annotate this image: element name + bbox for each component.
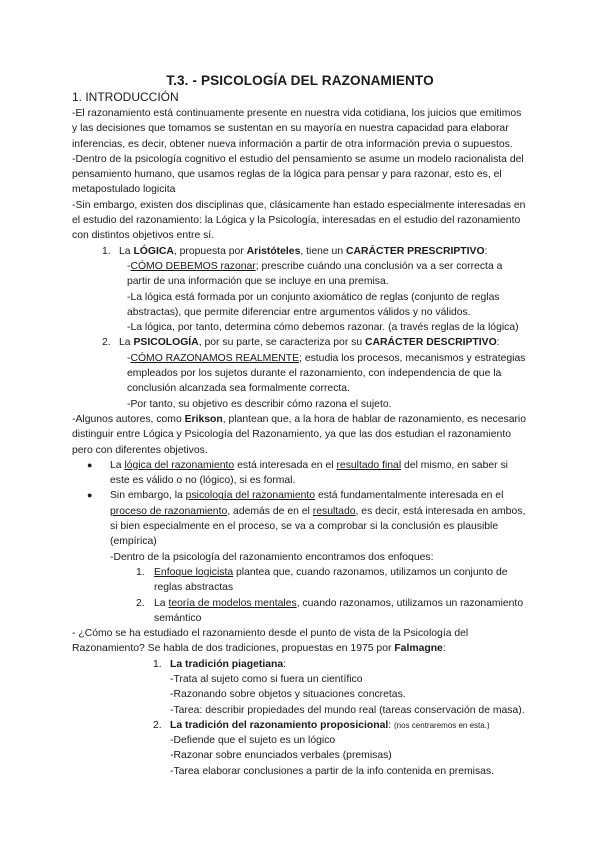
section-heading: 1. INTRODUCCIÓN [72,90,179,104]
list-item-detail: -Por tanto, su objetivo es describir cómo razona el sujeto. [127,398,392,410]
tradicion-detail: -Razonar sobre enunciados verbales (premisas) [170,750,392,762]
intro-paragraph-3: -Sin embargo, existen dos disciplinas que, clásicamente han estado especialmente interesadas en el estudio del razonamiento: la Lógica y la Psicología, interesadas en el estudio del razonamiento con distintos objetivos entre sí. [72,199,526,242]
list-number: 1. [136,566,145,578]
list-item-psicologia [72,335,528,411]
tradicion-item-piagetiana [72,657,528,718]
list-item-heading: La PSICOLOGÍA, por su parte, se caracteriza por su CARÁCTER DESCRIPTIVO: [119,337,500,349]
list-number: 2. [136,597,145,609]
tradicion-heading: La tradición piagetiana: [170,658,287,670]
bullet-icon: ● [87,490,93,501]
enfoque-item-modelos-mentales: 2. La teoría de modelos mentales, cuando razonamos, utilizamos un razonamiento semántico [136,597,524,624]
list-number: 2. [153,719,162,731]
tradicion-detail: -Razonando sobre objetos y situaciones concretas. [170,689,406,701]
tradicion-detail: -Tarea: describir propiedades del mundo real (tareas conservación de masa). [170,704,525,716]
intro-paragraph-2: -Dentro de la psicología cognitivo el estudio del pensamiento se asume un modelo racionalista del pensamiento humano, que usamos reglas de la lógica para pensar y para razonar, esto es, el metapostulado logicita [72,153,524,196]
list-number: 1. [102,245,111,257]
bullet-item-logica: ● La lógica del razonamiento está interesada en el resultado final del mismo, en saber si este es válido o no (lógico), si es formal. [87,459,508,487]
list-item-logica [72,244,528,336]
list-number: 1. [153,658,162,670]
list-item-detail: -La lógica está formada por un conjunto axiomático de reglas (conjunto de reglas abstractas), que permite diferenciar entre argumentos válidos y no válidos. [127,291,500,318]
enfoques-intro: -Dentro de la psicología del razonamiento encontramos dos enfoques: [110,551,434,563]
enfoques-list [72,565,528,626]
page-title: T.3. - PSICOLOGÍA DEL RAZONAMIENTO [166,73,434,88]
list-item-detail: -CÓMO DEBEMOS razonar; prescribe cuándo una conclusión va a ser correcta a partir de una información que se incluye en una premisa. [127,260,503,288]
list-item-detail: -CÓMO RAZONAMOS REALMENTE; estudia los procesos, mecanismos y estrategias empleados por los sujetos durante el razonamiento, con independencia de que la conclusión alcanzada sea formalmente correcta. [127,352,526,395]
tradicion-heading: La tradición del razonamiento proposicional: (nos centraremos en esta.) [170,719,490,731]
tradicion-note: (nos centraremos en esta.) [394,720,490,730]
enfoque-item-logicista: 1. Enfoque logicista plantea que, cuando razonamos, utilizamos un conjunto de reglas abstractas [136,566,508,594]
bullet-icon: ● [87,459,93,470]
list-item-detail: -La lógica, por tanto, determina cómo debemos razonar. (a través reglas de la lógica) [127,322,519,334]
tradicion-detail: -Tarea elaborar conclusiones a partir de la info contenida en premisas. [170,765,495,777]
tradicion-detail: -Trata al sujeto como si fuera un científico [170,673,363,685]
tradicion-item-proposicional [72,718,528,779]
intro-paragraph-1: -El razonamiento está continuamente presente en nuestra vida cotidiana, los juicios que emitimos y las decisiones que tomamos se sustentan en su mayoría en nuestra capacidad para elaborar inferencias, es decir, obtener nueva información a partir de otra información previa o supuestos. [72,108,522,150]
list-item-heading: La LÓGICA, propuesta por Aristóteles, tiene un CARÁCTER PRESCRIPTIVO: [119,245,488,257]
erikson-paragraph: -Algunos autores, como Erikson, plantean que, a la hora de hablar de razonamiento, es necesario distinguir entre Lógica y Psicología del Razonamiento, ya que las dos estudian el razonamiento pero con diferentes objetivos. [72,413,527,456]
tradicion-detail: -Defiende que el sujeto es un lógico [170,735,336,747]
tradiciones-list [72,657,528,779]
logic-psychology-list [72,244,528,412]
bullet-list [72,458,528,550]
bullet-item-psicologia: ● Sin embargo, la psicología del razonamiento está fundamentalmente interesada en el proceso de razonamiento, además de en el resultado, es decir, está interesada en ambos, si bien especialmente en el proceso, se va a comprobar si la conclusión es plausible (empírica) [87,490,526,548]
falmagne-paragraph: - ¿Cómo se ha estudiado el razonamiento desde el punto de vista de la Psicología del Razonamiento? Se habla de dos tradiciones, propuestas en 1975 por Falmagne: [72,628,469,655]
list-number: 2. [102,337,111,349]
